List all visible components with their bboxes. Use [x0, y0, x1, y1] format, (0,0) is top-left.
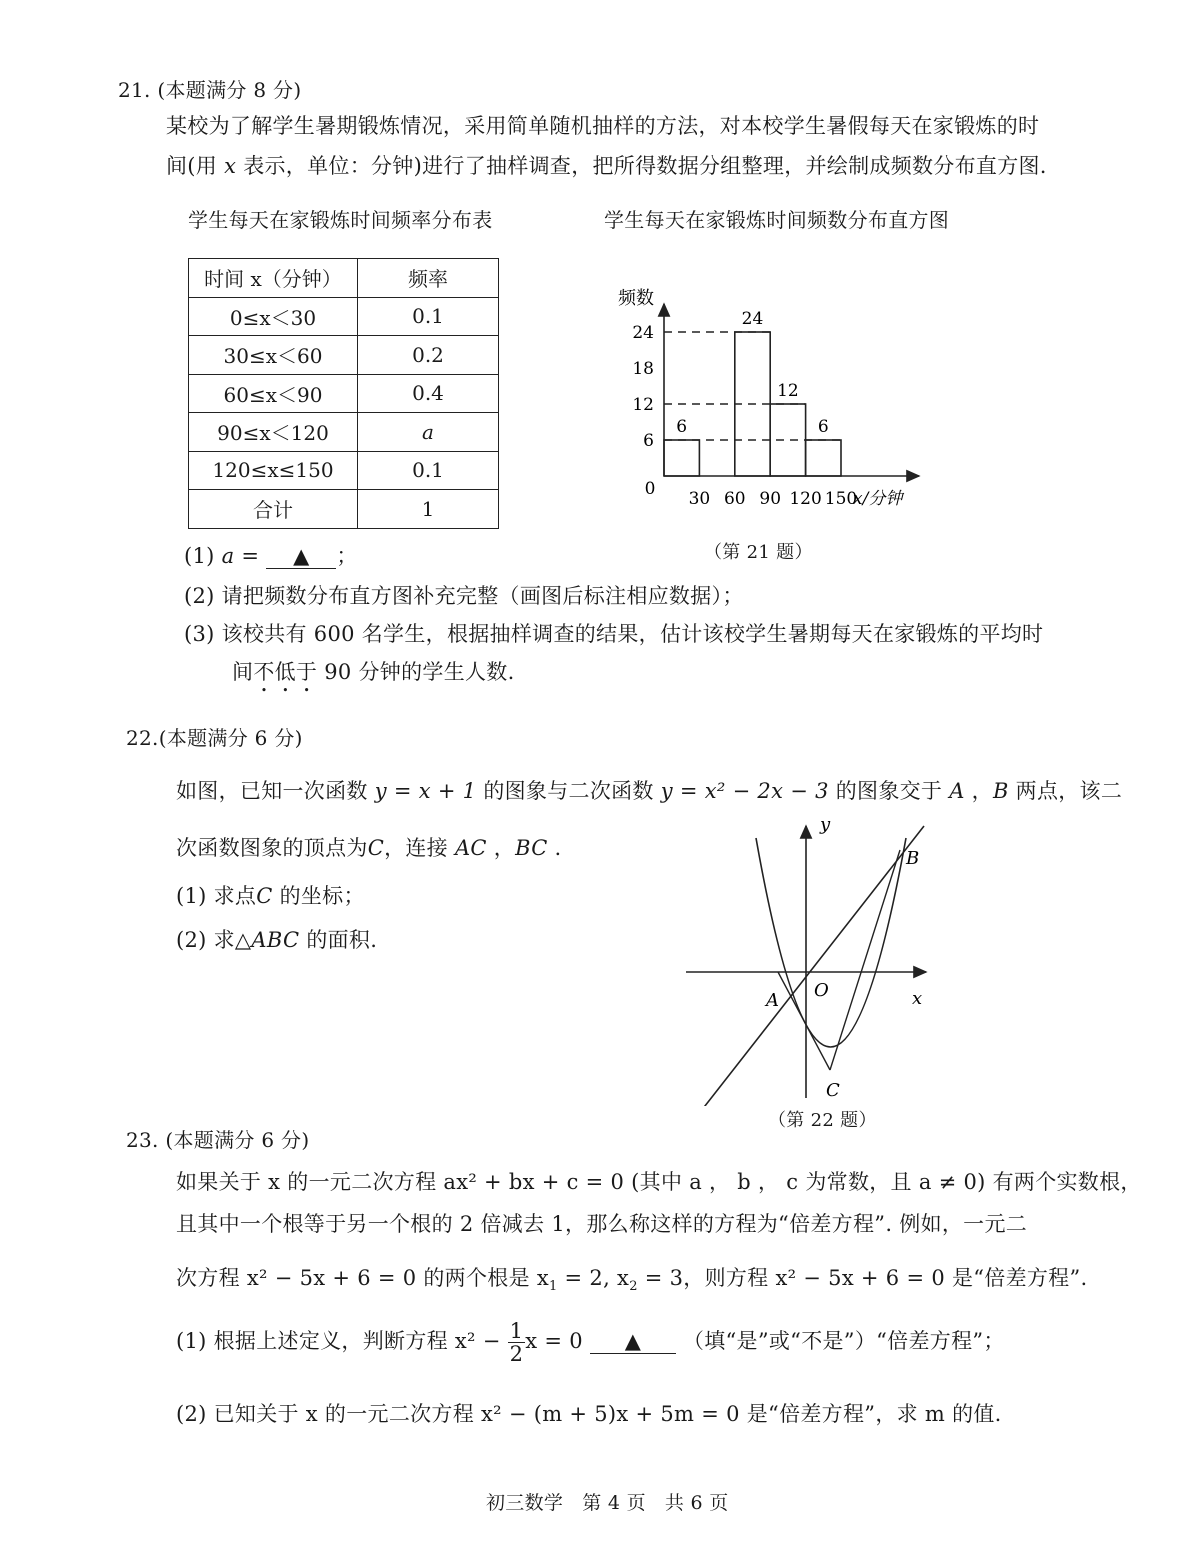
q21-part3-line1: (3) 该校共有 600 名学生，根据抽样调查的结果，估计该校学生暑期每天在家锻炼的平均时: [184, 622, 1044, 646]
answer-blank: ▲: [590, 1329, 676, 1354]
q21-part2: (2) 请把频数分布直方图补充完整（画图后标注相应数据）；: [184, 584, 744, 608]
page-footer: 初三数学 第 4 页 共 6 页: [486, 1492, 729, 1514]
parabola-curve: [756, 838, 906, 1047]
q22-part2: (2) 求△ABC 的面积.: [176, 928, 378, 952]
origin-label: O: [814, 980, 829, 1001]
y-axis-label: y: [820, 816, 831, 835]
y-axis-title: 频数: [618, 288, 654, 309]
q23-line2: 且其中一个根等于另一个根的 2 倍减去 1，那么称这样的方程为“倍差方程”. 例如，一元二: [176, 1212, 1028, 1236]
q22-heading: 22.(本题满分 6 分): [126, 726, 303, 750]
y-tick-label: 24: [632, 323, 654, 343]
table-header-freq: 频率: [358, 259, 499, 298]
table-header-time: 时间 x（分钟）: [189, 259, 358, 298]
table-row: 合计 1: [189, 490, 499, 529]
histogram-bar: [664, 440, 699, 476]
fraction-one-half: $\frac{1}{2}$: [509, 1319, 524, 1366]
histogram-chart: [600, 270, 940, 520]
x-tick-label: 30: [688, 489, 711, 509]
q21-figure-caption: （第 21 题）: [704, 542, 813, 563]
emphasis-not-less-than: 不低于: [253, 660, 318, 684]
q21-heading: [118, 74, 301, 103]
bar-value-label: 12: [777, 381, 799, 401]
bar-value-label: 6: [817, 417, 829, 437]
histogram-bar: [770, 404, 805, 476]
table-row: 120≤x≤150 0.1: [189, 451, 499, 490]
q22-part1: (1) 求点C 的坐标；: [176, 884, 365, 908]
bar-value-label: 6: [676, 417, 688, 437]
q22-line1: 如图，已知一次函数 y = x + 1 的图象与二次函数 y = x² − 2x − 3 的图象交于 A ，B 两点，该二: [176, 779, 1123, 803]
q21-intro-line2: 间(用 x 表示，单位：分钟)进行了抽样调查，把所得数据分组整理，并绘制成频数分布直方图.: [166, 154, 1047, 178]
parabola-line-graph: [680, 816, 940, 1106]
q21-part3-line2: 间不低于 90 分钟的学生人数.: [232, 660, 515, 684]
q23-heading: 23. (本题满分 6 分): [126, 1128, 310, 1152]
point-a-label: A: [766, 990, 779, 1011]
q21-score: (本题满分 8 分): [157, 78, 302, 102]
frequency-table: [188, 258, 499, 529]
histogram-bar: [806, 440, 841, 476]
point-b-label: B: [906, 848, 920, 869]
x-tick-label: 60: [723, 489, 746, 509]
q23-line3: 次方程 x² − 5x + 6 = 0 的两个根是 $x_1 = 2$, $x_2 = 3$，则方程 x² − 5x + 6 = 0 是“倍差方程”.: [176, 1266, 1088, 1295]
x-tick-label: 150: [824, 489, 858, 509]
q21-number: 21.: [118, 78, 151, 102]
x-tick-label: 120: [789, 489, 822, 509]
y-tick-label: 12: [632, 395, 654, 415]
table-row: 90≤x＜120 a: [189, 413, 499, 452]
table-row: 0≤x＜30 0.1: [189, 297, 499, 336]
q21-table-title: 学生每天在家锻炼时间频率分布表: [188, 208, 493, 232]
y-tick-label: 6: [643, 431, 654, 451]
q22-line2: 次函数图象的顶点为C，连接 AC ，BC .: [176, 836, 562, 860]
q23-part2: (2) 已知关于 x 的一元二次方程 x² − (m + 5)x + 5m = 0 是“倍差方程”，求 m 的值.: [176, 1402, 1002, 1426]
y-tick-label: 18: [632, 359, 654, 379]
answer-blank: ▲: [266, 544, 336, 569]
q22-figure-caption: （第 22 题）: [768, 1110, 877, 1131]
origin-label: 0: [644, 479, 656, 499]
table-row: 30≤x＜60 0.2: [189, 336, 499, 375]
x-axis-label: x: [912, 988, 923, 1009]
x-tick-label: 90: [759, 489, 782, 509]
q23-part1: (1) 根据上述定义，判断方程 x² − $\frac{1}{2}$ x = 0 ▲ （填“是”或“不是”）“倍差方程”；: [176, 1319, 1005, 1366]
line-y-x-plus-1: [694, 826, 924, 1106]
table-header-row: [189, 259, 499, 298]
q21-chart-title: 学生每天在家锻炼时间频数分布直方图: [604, 208, 950, 232]
q21-intro-line1: 某校为了解学生暑期锻炼情况，采用简单随机抽样的方法，对本校学生暑假每天在家锻炼的时: [166, 114, 1040, 138]
bar-value-label: 24: [741, 309, 764, 329]
x-axis-title: x/分钟: [853, 489, 903, 509]
q23-line1: 如果关于 x 的一元二次方程 ax² + bx + c = 0 (其中 a ， b ， c 为常数，且 a ≠ 0) 有两个实数根，: [176, 1170, 1142, 1194]
q21-part1: (1) a = ▲ ；: [184, 544, 358, 568]
table-row: 60≤x＜90 0.4: [189, 374, 499, 413]
segment-bc: [830, 850, 900, 1070]
point-c-label: C: [826, 1080, 840, 1101]
